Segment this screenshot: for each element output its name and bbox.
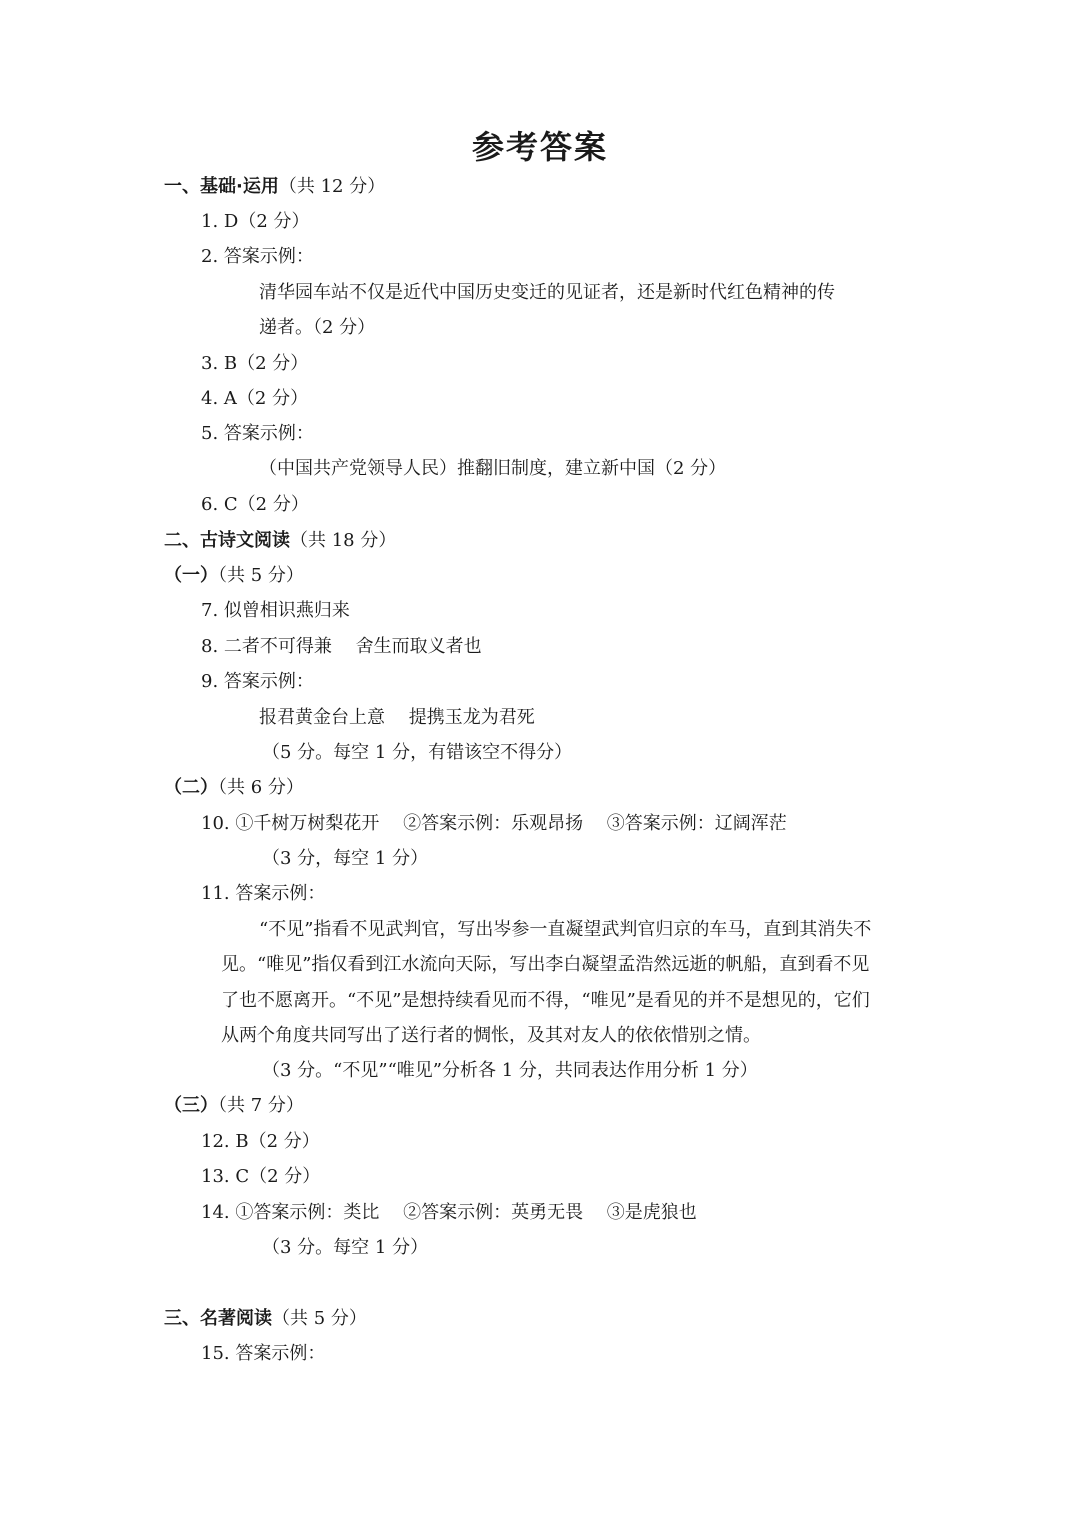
answer-2-text-line-1: 清华园车站不仅是近代中国历史变迁的见证者，还是新时代红色精神的传 [259,282,835,303]
section-heading-1-score: （共 12 分） [278,176,386,197]
answer-11-note: （3 分。“不见”“唯见”分析各 1 分，共同表达作用分析 1 分） [262,1060,758,1081]
part-heading-1 [164,562,304,590]
answer-11: 11. 答案示例： [201,883,326,904]
part-heading-2-score: （共 6 分） [218,777,304,798]
answer-11-line-4: 从两个角度共同写出了送行者的惆怅，及其对友人的依依惜别之情。 [221,1025,761,1046]
section-heading-3-score: （共 5 分） [272,1308,367,1329]
answer-6: 6. C（2 分） [201,494,309,515]
answer-5-text: （中国共产党领导人民）推翻旧制度，建立新中国（2 分） [259,458,727,479]
answer-5: 5. 答案示例： [201,423,314,444]
answer-15: 15. 答案示例： [201,1343,326,1364]
page-title: 参考答案 [471,128,608,166]
answer-11-line-1: “不见”指看不见武判官，写出岑参一直凝望武判官归京的车马，直到其消失不 [259,919,872,940]
part-heading-1-text: （一） [164,565,218,586]
section-heading-3-text: 三、名著阅读 [164,1308,272,1329]
answer-9-text: 报君黄金台上意 提携玉龙为君死 [259,707,535,728]
answer-11-line-2: 见。“唯见”指仅看到江水流向天际，写出李白凝望孟浩然远逝的帆船，直到看不见 [221,954,870,975]
section-heading-1 [164,173,385,201]
answer-2-text-line-2: 递者。（2 分） [259,317,376,338]
answer-3: 3. B（2 分） [201,353,309,374]
answer-11-line-3: 了也不愿离开。“不见”是想持续看见而不得，“唯见”是看见的并不是想见的，它们 [221,990,870,1011]
section-heading-3 [164,1305,367,1333]
part-heading-2 [164,774,304,802]
section-heading-2-text: 二、古诗文阅读 [164,530,290,551]
answer-14: 14. ①答案示例：类比 ②答案示例：英勇无畏 ③是虎狼也 [201,1202,697,1223]
answer-8: 8. 二者不可得兼 舍生而取义者也 [201,636,482,657]
part-heading-3-text: （三） [164,1095,218,1116]
section-heading-2 [164,527,396,555]
answer-14-note: （3 分。每空 1 分） [262,1237,429,1258]
section-heading-2-score: （共 18 分） [290,530,397,551]
answer-9-note: （5 分。每空 1 分，有错该空不得分） [262,742,573,763]
answer-2: 2. 答案示例： [201,246,314,267]
answer-13: 13. C（2 分） [201,1166,321,1187]
section-heading-1-text: 一、基础·运用 [164,176,279,197]
part-heading-2-text: （二） [164,777,218,798]
answer-10-note: （3 分，每空 1 分） [262,848,429,869]
part-heading-1-score: （共 5 分） [218,565,304,586]
answer-9: 9. 答案示例： [201,671,314,692]
answer-7: 7. 似曾相识燕归来 [201,600,350,621]
part-heading-3-score: （共 7 分） [218,1095,304,1116]
answer-12: 12. B（2 分） [201,1131,320,1152]
answer-10: 10. ①千树万树梨花开 ②答案示例：乐观昂扬 ③答案示例：辽阔浑茫 [201,813,787,834]
answer-4: 4. A（2 分） [201,388,309,409]
answer-1: 1. D（2 分） [201,211,310,232]
part-heading-3 [164,1092,304,1120]
